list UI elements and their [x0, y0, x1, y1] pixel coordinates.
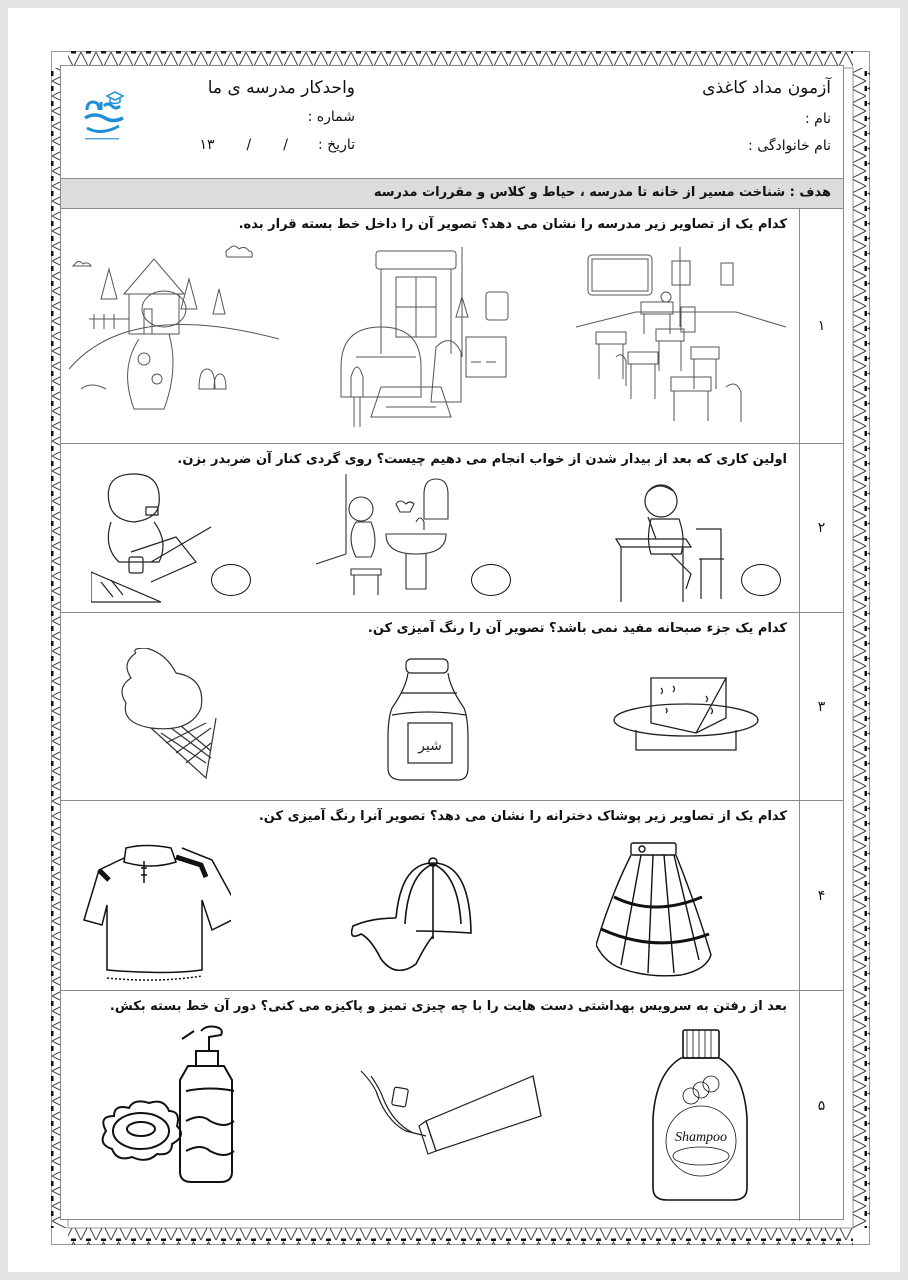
toothpaste-illustration[interactable]: [356, 1066, 551, 1166]
date-separator: /: [283, 137, 288, 153]
exam-header: [61, 66, 843, 179]
date-year: ۱۳: [199, 137, 215, 153]
student-name-field[interactable]: نام :: [805, 111, 831, 127]
question-text: کدام یک جزء صبحانه مفید نمی باشد؟ تصویر آن را رنگ آمیزی کن.: [367, 621, 787, 636]
classroom-illustration[interactable]: [576, 247, 786, 427]
goal-bar: [61, 179, 843, 209]
exam-title: آزمون مداد کاغذی: [702, 78, 831, 98]
boy-writing-at-desk-illustration[interactable]: [611, 479, 731, 604]
question-row-4: [61, 801, 843, 991]
skirt-illustration[interactable]: [596, 839, 716, 979]
school-logo-icon: [77, 88, 127, 148]
question-number: ۴: [799, 801, 843, 990]
question-text: بعد از رفتن به سرویس بهداشتی دست هایت را با چه چیزی تمیز و پاکیزه می کنی؟ دور آن خط بسته بکش.: [109, 999, 787, 1014]
cheese-on-plate-illustration[interactable]: [611, 668, 761, 758]
child-eating-breakfast-illustration[interactable]: [91, 472, 221, 607]
answer-circle[interactable]: [471, 564, 511, 596]
milk-label: شیر: [418, 738, 442, 754]
date-label: تاریخ :: [317, 137, 355, 153]
question-number: ۵: [799, 991, 843, 1221]
polo-shirt-illustration[interactable]: [81, 843, 231, 983]
question-text: اولین کاری که بعد از بیدار شدن از خواب انجام می دهیم چیست؟ روی گردی کنار آن ضربدر بزن.: [177, 452, 787, 467]
question-row-3: [61, 613, 843, 801]
cap-illustration[interactable]: [351, 856, 476, 971]
answer-circle[interactable]: [741, 564, 781, 596]
answer-circle[interactable]: [211, 564, 251, 596]
question-row-5: [61, 991, 843, 1221]
student-family-field[interactable]: نام خانوادگی :: [748, 138, 831, 154]
question-number: ۱: [799, 209, 843, 443]
date-separator: /: [246, 137, 252, 153]
ice-cream-cone-illustration[interactable]: [111, 648, 221, 783]
question-number: ۲: [799, 444, 843, 612]
goal-text: هدف : شناخت مسیر از خانه تا مدرسه ، حیاط و کلاس و مقررات مدرسه: [373, 185, 831, 200]
shampoo-bottle-illustration[interactable]: [651, 1026, 751, 1206]
soap-and-liquid-soap-illustration[interactable]: [96, 1021, 271, 1191]
worksheet-page: [8, 8, 900, 1272]
exam-sheet: [60, 65, 844, 1220]
living-room-illustration[interactable]: [336, 247, 546, 432]
milk-bottle-illustration[interactable]: [386, 655, 476, 785]
question-text: کدام یک از تصاویر زیر مدرسه را نشان می دهد؟ تصویر آن را داخل خط بسته قرار بده.: [238, 217, 787, 232]
farm-house-cow-illustration[interactable]: [69, 239, 289, 419]
school-unit-title: واحدکار مدرسه ی ما: [207, 78, 355, 98]
question-number: ۳: [799, 613, 843, 800]
question-row-1: [61, 209, 843, 444]
question-text: کدام یک از تصاویر زیر پوشاک دخترانه را نشان می دهد؟ تصویر آنرا رنگ آمیزی کن.: [258, 809, 787, 824]
number-field[interactable]: شماره :: [307, 109, 355, 125]
shampoo-label: Shampoo: [674, 1130, 728, 1145]
girl-washing-hands-illustration[interactable]: [316, 474, 466, 604]
date-field[interactable]: [199, 137, 355, 153]
question-row-2: [61, 444, 843, 613]
